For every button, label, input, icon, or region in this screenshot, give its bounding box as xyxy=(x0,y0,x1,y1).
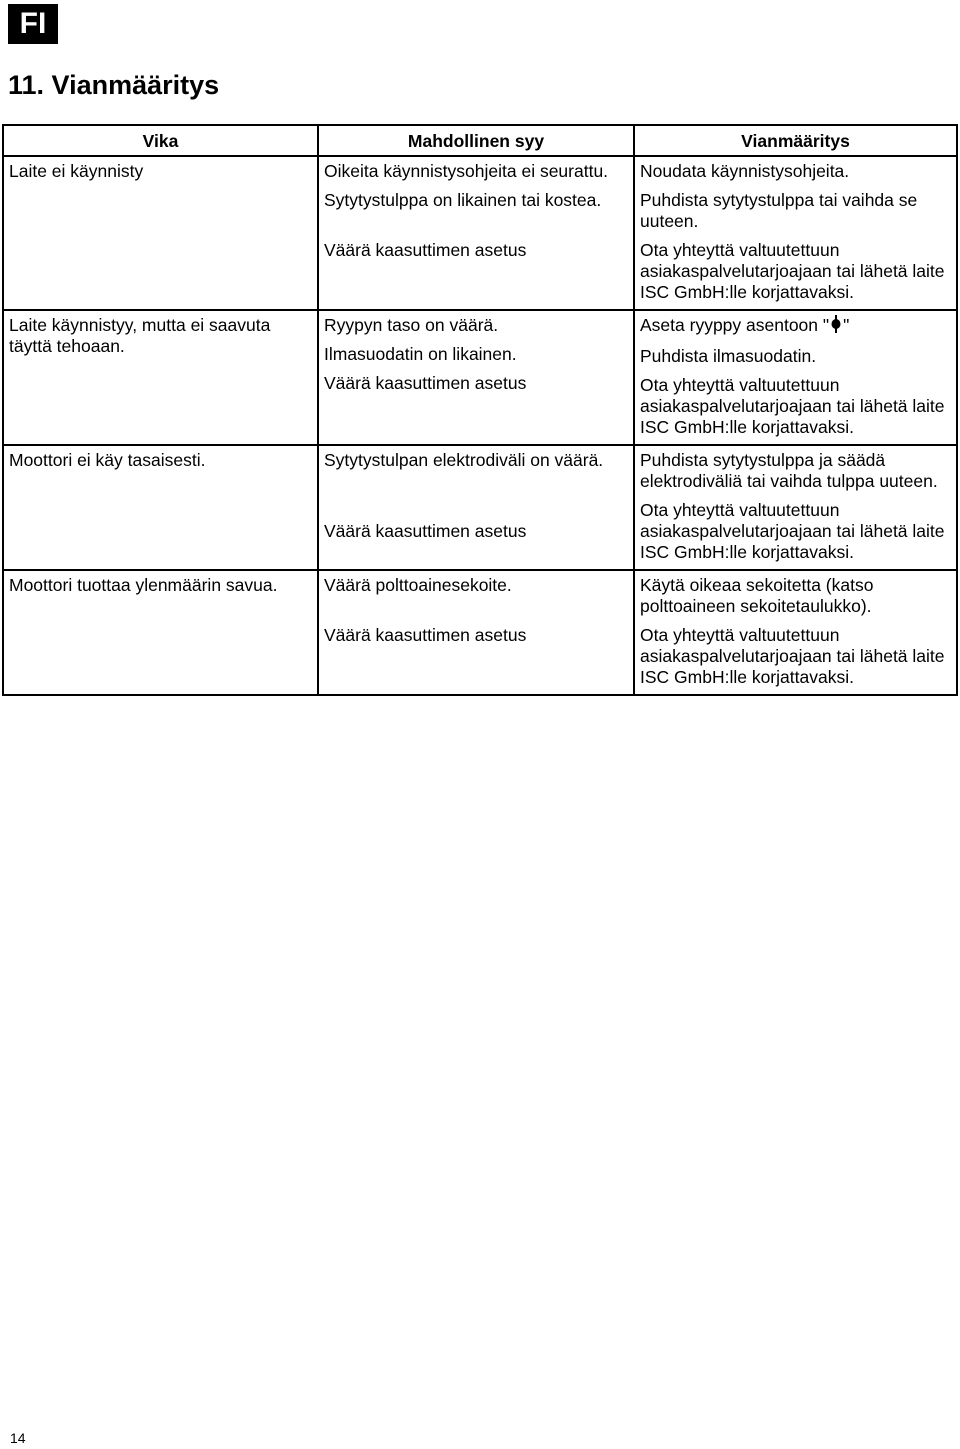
remedy-choke-text: Aseta ryyppy asentoon " xyxy=(640,315,830,335)
troubleshooting-table xyxy=(2,124,958,696)
fault-cell xyxy=(4,311,317,444)
fault-cell xyxy=(4,157,317,309)
table-row xyxy=(4,311,956,444)
remedy-text: Puhdista sytytystulppa tai vaihda se uuteen. xyxy=(640,190,918,231)
fault-cell xyxy=(4,571,317,694)
cause-text: Ilmasuodatin on likainen. xyxy=(324,344,517,364)
header-cause: Mahdollinen syy xyxy=(319,126,633,155)
cause-text: Sytytystulppa on likainen tai kostea. xyxy=(324,190,602,210)
table-row xyxy=(4,157,956,309)
cause-cell xyxy=(319,311,633,444)
remedy-text: Ota yhteyttä valtuutettuun asiakaspalvelutarjoajaan tai lähetä laite ISC GmbH:lle korjattavaksi. xyxy=(640,625,945,687)
remedy-text: Käytä oikeaa sekoitetta (katso polttoaineen sekoitetaulukko). xyxy=(640,575,874,616)
remedy-text: Ota yhteyttä valtuutettuun asiakaspalvelutarjoajaan tai lähetä laite ISC GmbH:lle korjattavaksi. xyxy=(640,375,945,437)
fault-cell xyxy=(4,446,317,569)
fault-text: Laite käynnistyy, mutta ei saavuta täyttä tehoaan. xyxy=(9,315,271,356)
table-row xyxy=(4,571,956,694)
cause-cell xyxy=(319,571,633,694)
remedy-cell xyxy=(635,311,956,444)
remedy-cell xyxy=(635,157,956,309)
cause-text: Oikeita käynnistysohjeita ei seurattu. xyxy=(324,161,609,181)
remedy-choke-suffix: " xyxy=(843,315,850,335)
page-number: 14 xyxy=(10,1430,26,1446)
remedy-text xyxy=(640,315,951,338)
section-title: 11. Vianmääritys xyxy=(8,70,220,100)
cause-text: Väärä kaasuttimen asetus xyxy=(324,240,527,260)
cause-text: Väärä polttoainesekoite. xyxy=(324,575,512,595)
table-row xyxy=(4,446,956,569)
header-fault: Vika xyxy=(4,126,317,155)
cause-cell xyxy=(319,157,633,309)
remedy-text: Ota yhteyttä valtuutettuun asiakaspalvelutarjoajaan tai lähetä laite ISC GmbH:lle korjattavaksi. xyxy=(640,500,945,562)
fault-text: Moottori tuottaa ylenmäärin savua. xyxy=(9,575,278,595)
remedy-text: Puhdista sytytystulppa ja säädä elektrodiväliä tai vaihda tulppa uuteen. xyxy=(640,450,938,491)
remedy-text: Ota yhteyttä valtuutettuun asiakaspalvelutarjoajaan tai lähetä laite ISC GmbH:lle korjattavaksi. xyxy=(640,240,945,302)
remedy-text: Puhdista ilmasuodatin. xyxy=(640,346,817,366)
cause-text: Ryypyn taso on väärä. xyxy=(324,315,499,335)
cause-text: Sytytystulpan elektrodiväli on väärä. xyxy=(324,450,604,470)
remedy-cell xyxy=(635,446,956,569)
cause-cell xyxy=(319,446,633,569)
header-remedy: Vianmääritys xyxy=(635,126,956,155)
fault-text: Laite ei käynnisty xyxy=(9,161,144,181)
fault-text: Moottori ei käy tasaisesti. xyxy=(9,450,206,470)
cause-text: Väärä kaasuttimen asetus xyxy=(324,625,527,645)
remedy-cell xyxy=(635,571,956,694)
cause-text: Väärä kaasuttimen asetus xyxy=(324,521,527,541)
language-badge: FI xyxy=(8,4,58,44)
cause-text: Väärä kaasuttimen asetus xyxy=(324,373,527,393)
table-header-row xyxy=(4,126,956,155)
remedy-text: Noudata käynnistysohjeita. xyxy=(640,161,850,181)
choke-open-icon xyxy=(829,315,843,338)
